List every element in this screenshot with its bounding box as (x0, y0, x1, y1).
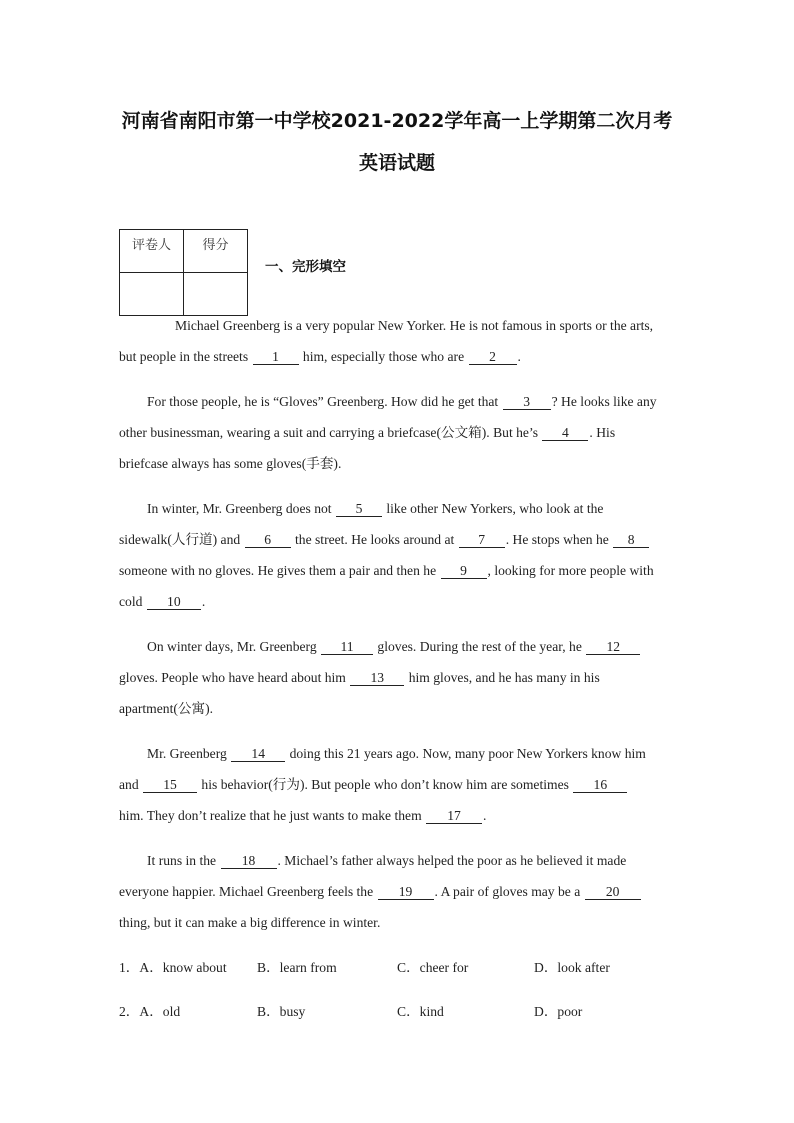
passage-text: other businessman, wearing a suit and carrying a briefcase(公文箱). But he’s (119, 425, 542, 440)
passage-line (119, 776, 679, 794)
passage-text: cold (119, 594, 146, 609)
question-1-option-a[interactable]: 1．A．know about (119, 960, 227, 975)
passage-text: him. They don’t realize that he just wants to make them (119, 808, 426, 823)
passage-line (119, 531, 679, 549)
blank-6[interactable]: 6 (245, 532, 291, 548)
score-table (119, 229, 248, 316)
blank-19[interactable]: 19 (378, 884, 434, 900)
passage-text: For those people, he is “Gloves” Greenberg. How did he get that (147, 394, 502, 409)
passage-text: thing, but it can make a big difference in winter. (119, 915, 381, 930)
score-table-grader-cell (120, 273, 184, 316)
blank-18[interactable]: 18 (221, 853, 277, 869)
passage-text: , looking for more people with (487, 563, 654, 578)
passage-text: him, especially those who are (299, 349, 468, 364)
passage-text: . (201, 594, 206, 609)
blank-7[interactable]: 7 (459, 532, 505, 548)
question-1-option-c[interactable]: C．cheer for (397, 960, 469, 975)
passage-line (119, 638, 679, 656)
blank-15[interactable]: 15 (143, 777, 197, 793)
passage-line (119, 745, 679, 763)
passage-text: . Michael’s father always helped the poor as he believed it made (277, 853, 627, 868)
passage-text: apartment(公寓). (119, 701, 213, 716)
passage-line (119, 593, 679, 611)
blank-2[interactable]: 2 (469, 349, 517, 365)
passage-text: . His (589, 425, 616, 440)
question-2-option-d[interactable]: D．poor (534, 1004, 583, 1019)
passage-text: gloves. During the rest of the year, he (374, 639, 586, 654)
passage-line (119, 852, 679, 870)
passage-line (119, 914, 679, 932)
blank-5[interactable]: 5 (336, 501, 382, 517)
blank-10[interactable]: 10 (147, 594, 201, 610)
question-1-option-d[interactable]: D．look after (534, 960, 610, 975)
question-2-option-a[interactable]: 2．A．old (119, 1004, 181, 1019)
blank-11[interactable]: 11 (321, 639, 373, 655)
passage-line (119, 562, 679, 580)
passage-line (119, 393, 679, 411)
passage-text: ? He looks like any (551, 394, 657, 409)
passage-line (119, 669, 679, 687)
passage-line (119, 807, 679, 825)
passage-text: briefcase always has some gloves(手套). (119, 456, 342, 471)
passage-line (119, 500, 679, 518)
section-title: 一、完形填空 (265, 259, 346, 275)
question-2-option-b[interactable]: B．busy (257, 1004, 306, 1019)
exam-title-line-2: 英语试题 (358, 152, 435, 174)
blank-3[interactable]: 3 (503, 394, 551, 410)
passage-text: . He stops when he (505, 532, 613, 547)
blank-8[interactable]: 8 (613, 532, 649, 548)
question-2-option-c[interactable]: C．kind (397, 1004, 444, 1019)
passage-text: but people in the streets (119, 349, 252, 364)
passage-line (119, 455, 679, 473)
passage-text: and (119, 777, 143, 792)
passage-text: everyone happier. Michael Greenberg feels the (119, 884, 377, 899)
score-table-grader-header: 评卷人 (120, 230, 184, 273)
passage-text: sidewalk(人行道) and (119, 532, 244, 547)
score-table-score-header: 得分 (184, 230, 248, 273)
passage-text: . (517, 349, 521, 364)
passage-text: someone with no gloves. He gives them a pair and then he (119, 563, 440, 578)
blank-13[interactable]: 13 (350, 670, 404, 686)
passage-line (119, 700, 679, 718)
passage-text: gloves. People who have heard about him (119, 670, 350, 685)
blank-12[interactable]: 12 (586, 639, 640, 655)
passage-text: Michael Greenberg is a very popular New Yorker. He is not famous in sports or the arts, (175, 318, 654, 333)
passage-text: his behavior(行为). But people who don’t know him are sometimes (198, 777, 573, 792)
passage-line (119, 348, 679, 366)
blank-9[interactable]: 9 (441, 563, 487, 579)
passage-text: In winter, Mr. Greenberg does not (147, 501, 335, 516)
blank-1[interactable]: 1 (253, 349, 299, 365)
passage-text: like other New Yorkers, who look at the (382, 501, 604, 516)
exam-title-line-1: 河南省南阳市第一中学校2021-2022学年高一上学期第二次月考 (121, 110, 673, 132)
passage-text: On winter days, Mr. Greenberg (147, 639, 321, 654)
blank-14[interactable]: 14 (231, 746, 285, 762)
passage-line (119, 317, 679, 335)
score-table-score-cell (184, 273, 248, 316)
passage-text: . A pair of gloves may be a (434, 884, 584, 899)
blank-17[interactable]: 17 (426, 808, 482, 824)
passage-text: him gloves, and he has many in his (405, 670, 600, 685)
question-1-option-b[interactable]: B．learn from (257, 960, 337, 975)
blank-4[interactable]: 4 (542, 425, 588, 441)
passage-text: . (483, 808, 487, 823)
blank-20[interactable]: 20 (585, 884, 641, 900)
passage-text: It runs in the (147, 853, 220, 868)
blank-16[interactable]: 16 (573, 777, 627, 793)
passage-text: Mr. Greenberg (147, 746, 231, 761)
passage-line (119, 883, 679, 901)
passage-text: doing this 21 years ago. Now, many poor New Yorkers know him (286, 746, 646, 761)
passage-line (119, 424, 679, 442)
passage-text: the street. He looks around at (291, 532, 458, 547)
